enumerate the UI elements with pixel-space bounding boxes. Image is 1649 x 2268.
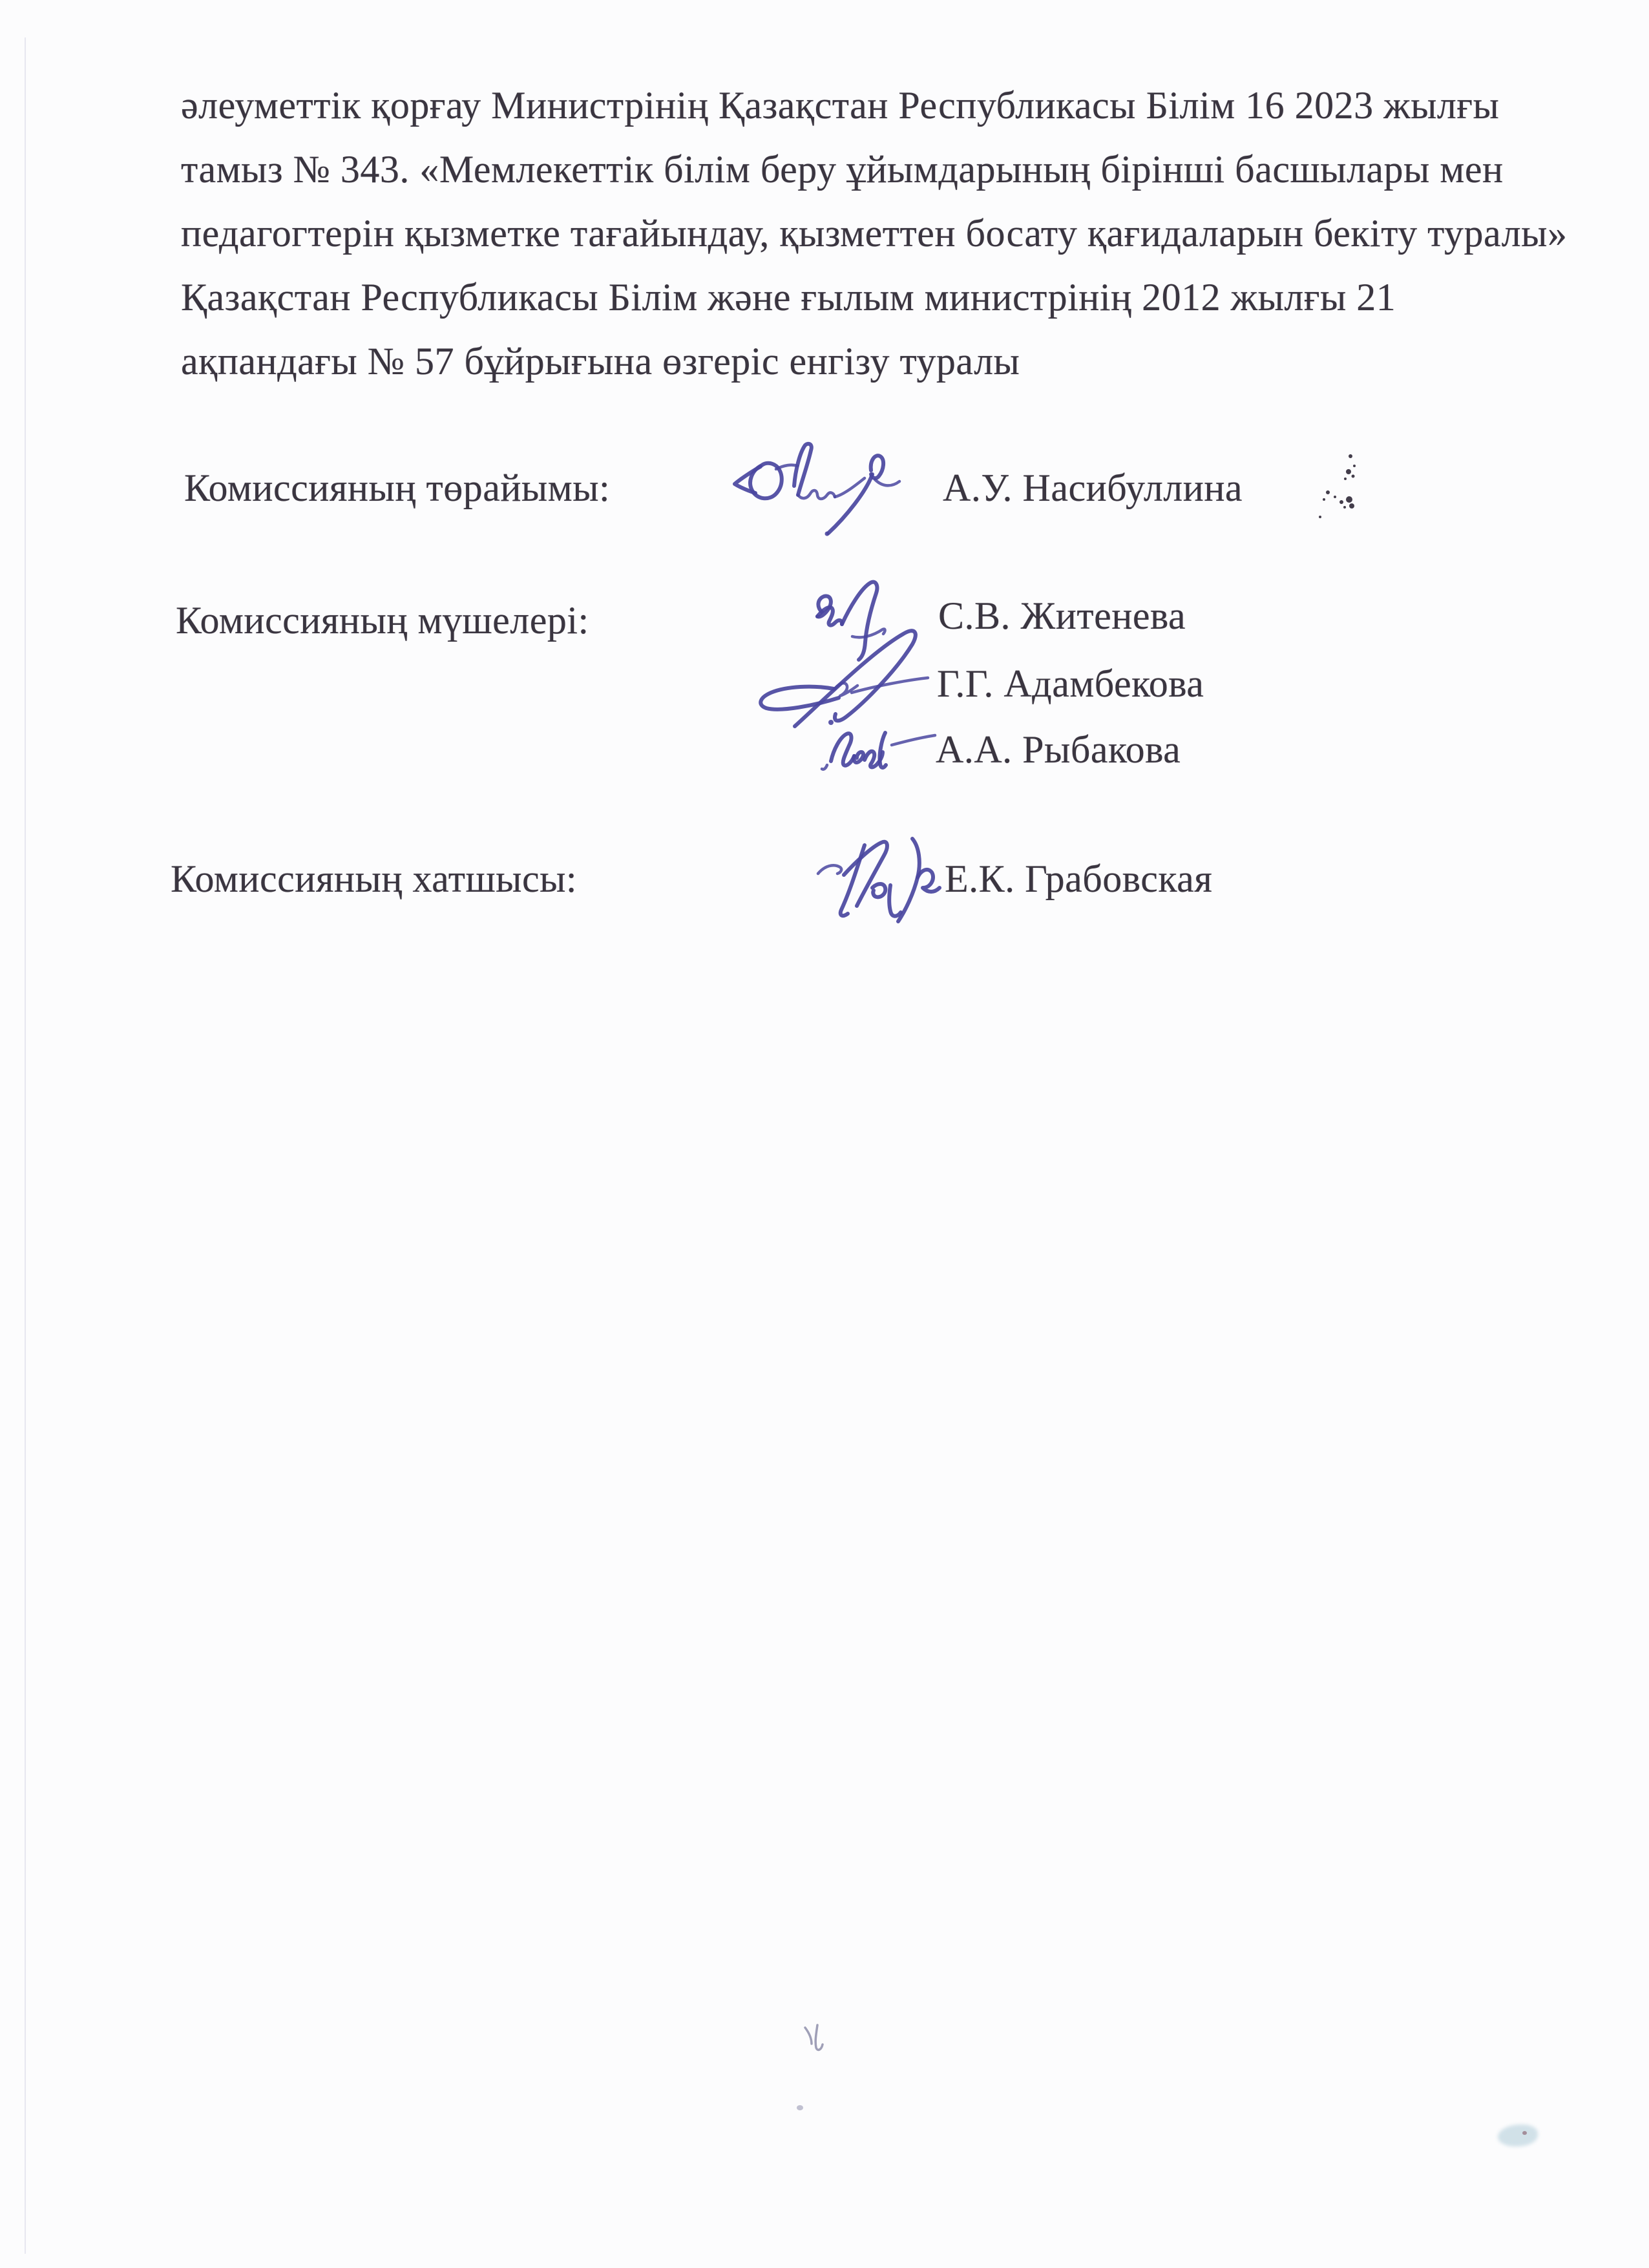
corner-smudge-dot bbox=[1522, 2131, 1527, 2135]
secretary-signature bbox=[815, 834, 955, 932]
ink-speckle-cluster bbox=[1315, 447, 1368, 521]
member-name: Г.Г. Адамбекова bbox=[937, 662, 1204, 705]
corner-smudge-artifact bbox=[1498, 2125, 1538, 2147]
member-signature-rybakova bbox=[822, 728, 938, 773]
member-name: С.В. Житенева bbox=[938, 594, 1186, 637]
secretary-role-label: Комиссияның хатшысы: bbox=[171, 857, 578, 900]
chair-role-label: Комиссияның төрайымы: bbox=[184, 467, 611, 509]
paragraph-line: әлеуметтік қорғау Министрінің Қазақстан Республикасы Білім 16 2023 жылғы bbox=[181, 84, 1500, 127]
chair-name: А.У. Насибуллина bbox=[943, 467, 1243, 509]
stray-ink-dot bbox=[797, 2105, 803, 2110]
secretary-name: Е.К. Грабовская bbox=[945, 857, 1213, 900]
paragraph-line: педагогтерін қызметке тағайындау, қызметтен босату қағидаларын бекіту туралы» bbox=[181, 212, 1568, 255]
member-name: А.А. Рыбакова bbox=[936, 728, 1181, 771]
chair-signature bbox=[732, 441, 901, 538]
member-signature-adambekova bbox=[755, 625, 930, 734]
order-title-paragraph bbox=[181, 74, 1577, 394]
scanner-streak-artifact bbox=[25, 37, 26, 2254]
members-role-label: Комиссияның мүшелері: bbox=[176, 599, 589, 642]
paragraph-line: ақпандағы № 57 бұйрығына өзгеріс енгізу туралы bbox=[181, 340, 1020, 383]
paragraph-line: Қазақстан Республикасы Білім және ғылым министрінің 2012 жылғы 21 bbox=[181, 276, 1396, 319]
stray-pen-mark bbox=[800, 2021, 830, 2055]
paragraph-line: тамыз № 343. «Мемлекеттік білім беру ұйымдарының бірінші басшылары мен bbox=[181, 148, 1504, 191]
